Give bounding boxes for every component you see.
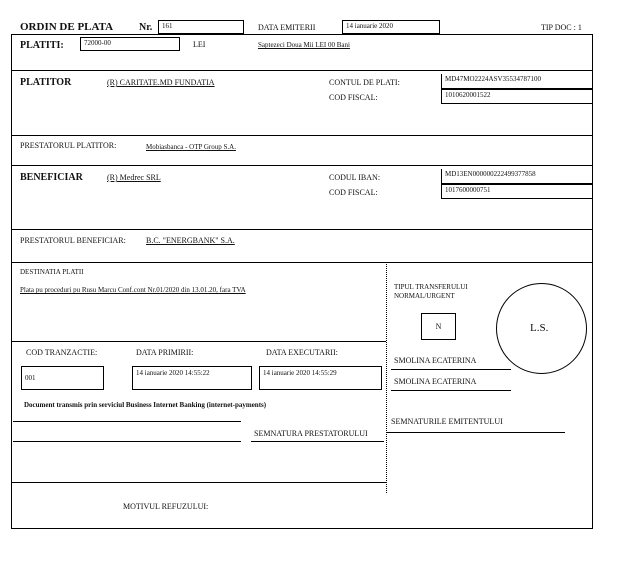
payment-purpose-text: Plata pu proceduri pu Rusu Marcu Conf.cont Nr.01/2020 din 13.01.20, fara TVA xyxy=(20,286,246,294)
bank-signature-label: SEMNATURA PRESTATORULUI xyxy=(254,429,368,438)
document-title: ORDIN DE PLATA xyxy=(20,21,114,33)
currency-label: LEI xyxy=(193,40,206,49)
signer-name-2: SMOLINA ECATERINA xyxy=(394,377,477,386)
signature-line xyxy=(251,441,384,442)
transaction-code-field: 001 xyxy=(21,366,104,390)
divider xyxy=(11,482,386,483)
payer-fiscal-field: 1010620001522 xyxy=(441,89,593,104)
executed-date-field: 14 ianuarie 2020 14:55:29 xyxy=(259,366,382,390)
transaction-code-label: COD TRANZACTIE: xyxy=(26,348,98,357)
issue-date-label: DATA EMITERII xyxy=(258,23,316,32)
refusal-reason-label: MOTIVUL REFUZULUI: xyxy=(123,502,209,511)
form-frame xyxy=(11,34,593,529)
beneficiary-label: BENEFICIAR xyxy=(20,172,83,183)
payer-fiscal-label: COD FISCAL: xyxy=(329,93,378,102)
divider xyxy=(11,341,386,342)
doc-type: TIP DOC : 1 xyxy=(541,23,582,32)
payer-bank-name: Mobiasbanca - OTP Group S.A. xyxy=(146,143,236,151)
order-number-field: 161 xyxy=(158,20,244,34)
payer-account-label: CONTUL DE PLATI: xyxy=(329,78,400,87)
signer-name-1: SMOLINA ECATERINA xyxy=(394,356,477,365)
divider xyxy=(11,135,593,136)
order-number-label: Nr. xyxy=(139,22,153,33)
received-date-field: 14 ianuarie 2020 14:55:22 xyxy=(132,366,252,390)
transfer-type-label xyxy=(394,283,468,301)
payer-name: (R) CARITATE.MD FUNDATIA xyxy=(107,78,215,87)
signature-line xyxy=(13,441,241,442)
transfer-type-field: N xyxy=(421,313,456,340)
stamp-label: L.S. xyxy=(530,322,549,334)
amount-field: 72000-00 xyxy=(80,37,180,51)
issue-date-field: 14 ianuarie 2020 xyxy=(342,20,440,34)
signer-underline xyxy=(391,390,511,391)
divider xyxy=(11,165,593,166)
divider xyxy=(11,262,593,263)
payer-label: PLATITOR xyxy=(20,77,72,88)
amount-in-words: Saptezeci Doua Mii LEI 00 Bani xyxy=(258,41,350,49)
transfer-type-label-line1: TIPUL TRANSFERULUI xyxy=(394,283,468,291)
signature-line xyxy=(13,421,241,422)
payer-account-field: MD47MO2224ASV35534787100 xyxy=(441,74,593,89)
transfer-type-label-line2: NORMAL/URGENT xyxy=(394,292,455,300)
amount-label: PLATITI: xyxy=(20,40,64,51)
divider xyxy=(11,229,593,230)
issuer-signatures-label: SEMNATURILE EMITENTULUI xyxy=(391,417,503,426)
payment-purpose-label: DESTINATIA PLATII xyxy=(20,268,84,276)
beneficiary-fiscal-field: 1017600000751 xyxy=(441,184,593,199)
column-separator xyxy=(386,262,387,493)
beneficiary-name: (R) Medrec SRL xyxy=(107,173,161,182)
beneficiary-bank-label: PRESTATORUL BENEFICIAR: xyxy=(20,236,126,245)
beneficiary-iban-label: CODUL IBAN: xyxy=(329,173,381,182)
payer-bank-label: PRESTATORUL PLATITOR: xyxy=(20,141,117,150)
beneficiary-fiscal-label: COD FISCAL: xyxy=(329,188,378,197)
executed-date-label: DATA EXECUTARII: xyxy=(266,348,338,357)
internet-banking-note: Document transmis prin serviciul Business Internet Banking (internet-payments) xyxy=(24,401,267,409)
signer-underline xyxy=(391,369,511,370)
signature-line xyxy=(387,432,565,433)
beneficiary-bank-name: B.C. "ENERGBANK" S.A. xyxy=(146,236,235,245)
received-date-label: DATA PRIMIRII: xyxy=(136,348,194,357)
beneficiary-iban-field: MD13EN000000222499377858 xyxy=(441,169,593,184)
divider xyxy=(11,70,593,71)
